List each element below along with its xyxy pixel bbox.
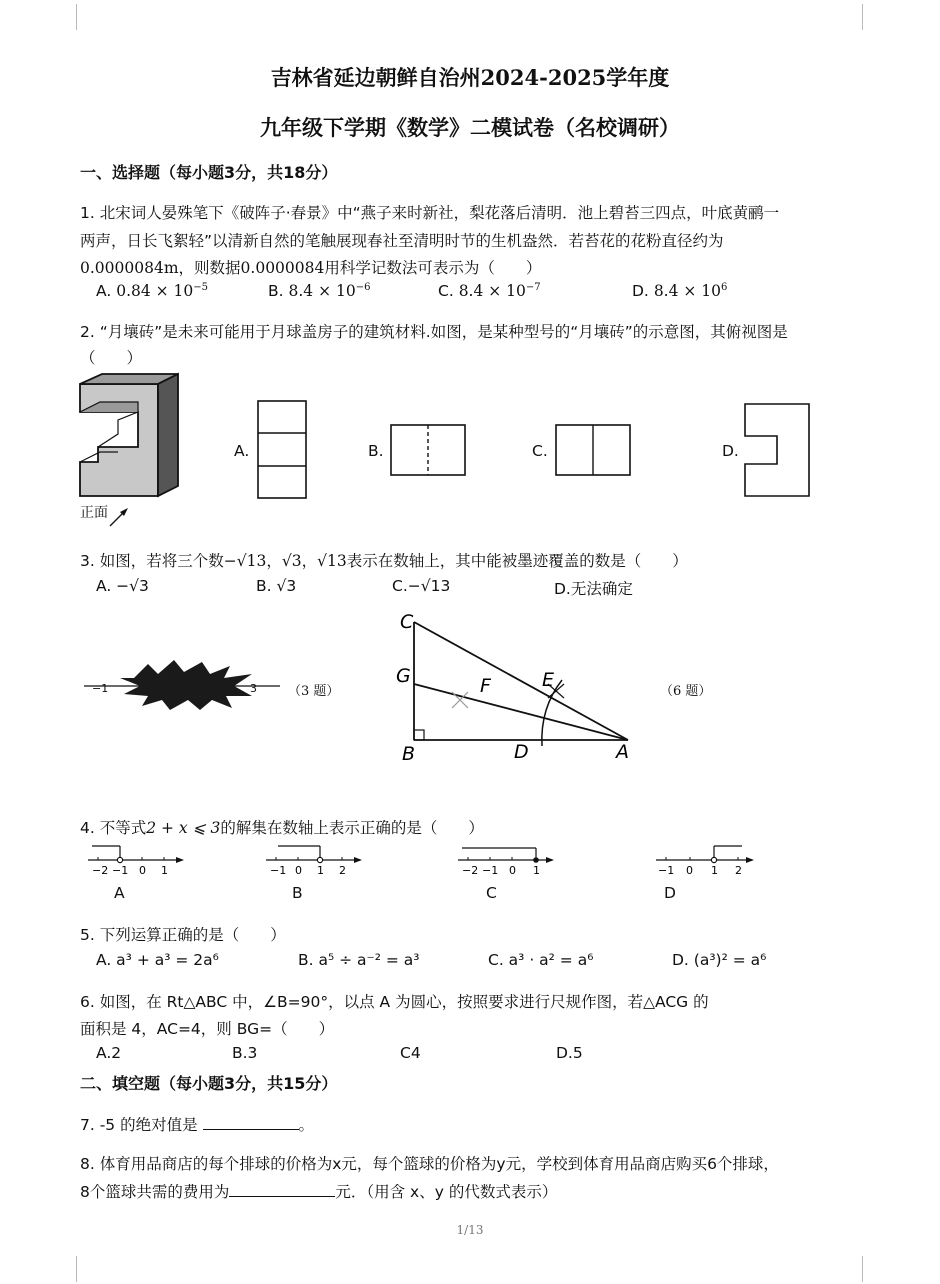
tick-label: −2 [92,864,109,877]
tick-label: 1 [533,864,540,877]
q3-stem: 3. 如图，若将三个数−√13，√3，√13表示在数轴上，其中能被墨迹覆盖的数是（ ） [80,552,688,570]
corner-mark [862,1256,889,1282]
q5-option-c[interactable]: C. a³ · a² = a⁶ [488,951,594,969]
tick-label: −1 [112,864,129,877]
tick-label: 1 [161,864,168,877]
q7-answer-blank[interactable] [203,1115,299,1130]
q3-number-1: −√13 [223,552,267,570]
arrow-icon [108,506,130,528]
q3-option-a[interactable]: A. −√3 [96,577,149,595]
front-label: 正面 [80,505,108,521]
tick-label: 1 [711,864,718,877]
q2-option-a-figure[interactable] [257,400,309,500]
label-g: G [396,665,411,687]
q7-stem: 7. -5 的绝对值是 。 [80,1116,315,1134]
q2-line-1: 2. “月壤砖”是未来可能用于月球盖房子的建筑材料.如图，是某种型号的“月壤砖”的示意图，其俯视图是 [80,323,788,341]
q3-option-b[interactable]: B. √3 [256,577,297,595]
tick-label: 0 [295,864,302,877]
tick-label: 1 [317,864,324,877]
q4-stem: 4. 不等式2 + x ⩽ 3的解集在数轴上表示正确的是（ ） [80,819,484,837]
tick-label: 2 [339,864,346,877]
q6-figure-caption: （6 题） [660,684,712,699]
q4-option-b-label[interactable]: B [292,884,303,902]
q4-option-a-label[interactable]: A [114,884,125,902]
q8-line-1: 8. 体育用品商店的每个排球的价格为x元，每个篮球的价格为y元，学校到体育用品商店购买6个排球， [80,1155,779,1173]
corner-mark [862,4,889,30]
label-c: C [400,611,414,633]
q1-end-text: 用科学记数法可表示为（ ） [324,259,542,277]
q8-answer-blank[interactable] [229,1182,335,1197]
q6-option-a[interactable]: A.2 [96,1044,122,1062]
q1-option-a[interactable]: A. $0.84 \times 10^{-5}$ [96,282,209,301]
q3-number-3: √13 [317,552,347,570]
corner-mark [50,4,77,30]
moon-brick-figure [78,372,180,500]
q2-option-a-label[interactable]: A. [234,442,250,460]
q2-option-d-label[interactable]: D. [722,442,739,460]
q5-option-d[interactable]: D. (a³)² = a⁶ [672,951,767,969]
label-a: A [616,741,629,763]
q1-line-1: 1. 北宋词人晏殊笔下《破阵子·春景》中“燕子来时新社，梨花落后清明．池上碧苔三四点，叶底黄鹂一 [80,204,780,222]
q3-figure-caption: （3 题） [288,684,340,699]
axis-label-right: 3 [250,682,257,695]
q1-line-3 [80,256,541,278]
q3-option-c[interactable]: C.−√13 [392,577,451,595]
q4-option-d-number-line[interactable] [654,842,758,878]
tick-label: −1 [482,864,499,877]
tick-label: 0 [686,864,693,877]
section-2-title: 二、填空题（每小题3分，共15分） [80,1074,338,1093]
section-1-title: 一、选择题（每小题3分，共18分） [80,163,338,182]
q4-option-a-number-line[interactable] [86,842,186,878]
q3-number-2: √3 [281,552,302,570]
tick-label: −2 [462,864,479,877]
q4-inequality: 2 + x ⩽ 3 [146,819,221,837]
q5-option-a[interactable]: A. a³ + a³ = 2a⁶ [96,951,219,969]
page-number: 1/13 [456,1223,484,1237]
axis-label-left: −1 [92,682,109,695]
q6-option-c[interactable]: C4 [400,1044,421,1062]
tick-label: 0 [139,864,146,877]
ink-number-line-figure [84,656,284,712]
tick-label: 2 [735,864,742,877]
label-d: D [514,741,529,763]
q1-value: 0.0000084m [80,259,179,277]
label-e: E [542,669,555,691]
tick-label: −1 [270,864,287,877]
q6-option-d[interactable]: D.5 [556,1044,583,1062]
q1-number: 0.0000084 [240,259,325,277]
q1-mid-text: ，则数据 [178,259,241,277]
q2-option-b-figure[interactable] [390,424,468,478]
label-f: F [480,675,491,697]
tick-label: −1 [658,864,675,877]
q2-option-d-figure[interactable] [743,402,813,498]
q2-option-b-label[interactable]: B. [368,442,384,460]
q1-option-b[interactable]: B. $8.4 \times 10^{-6}$ [268,282,371,301]
q5-option-b[interactable]: B. a⁵ ÷ a⁻² = a³ [298,951,420,969]
title-line-2: 九年级下学期《数学》二模试卷（名校调研） [260,115,680,140]
q6-option-b[interactable]: B.3 [232,1044,258,1062]
q1-line-2: 两声，日长飞絮轻”以清新自然的笔触展现春社至清明时节的生机盎然．若苔花的花粉直径约为 [80,232,724,250]
q3-option-d[interactable]: D.无法确定 [554,580,633,598]
q4-option-c-label[interactable]: C [486,884,497,902]
triangle-construction-figure [390,608,640,768]
tick-label: 0 [509,864,516,877]
corner-mark [50,1256,77,1282]
q4-option-c-number-line[interactable] [456,842,556,878]
q4-option-d-label[interactable]: D [664,884,676,902]
title-line-1: 吉林省延边朝鲜自治州2024-2025学年度 [270,65,670,90]
q1-option-d[interactable]: D. $8.4 \times 10^6$ [632,282,728,301]
q6-line-1: 6. 如图，在 Rt△ABC 中，∠B=90°，以点 A 为圆心，按照要求进行尺规作图，若△ACG 的 [80,993,709,1011]
q2-option-c-figure[interactable] [555,424,633,478]
q1-option-c[interactable]: C. $8.4 \times 10^{-7}$ [438,282,541,301]
q6-line-2: 面积是 4，AC=4，则 BG=（ ） [80,1020,335,1038]
label-b: B [402,743,416,765]
q8-line-2: 8个篮球共需的费用为 元．（用含 x、y 的代数式表示） [80,1183,558,1201]
q4-option-b-number-line[interactable] [264,842,364,878]
q5-stem: 5. 下列运算正确的是（ ） [80,926,286,944]
q2-line-2: （ ） [80,349,143,367]
q2-option-c-label[interactable]: C. [532,442,548,460]
